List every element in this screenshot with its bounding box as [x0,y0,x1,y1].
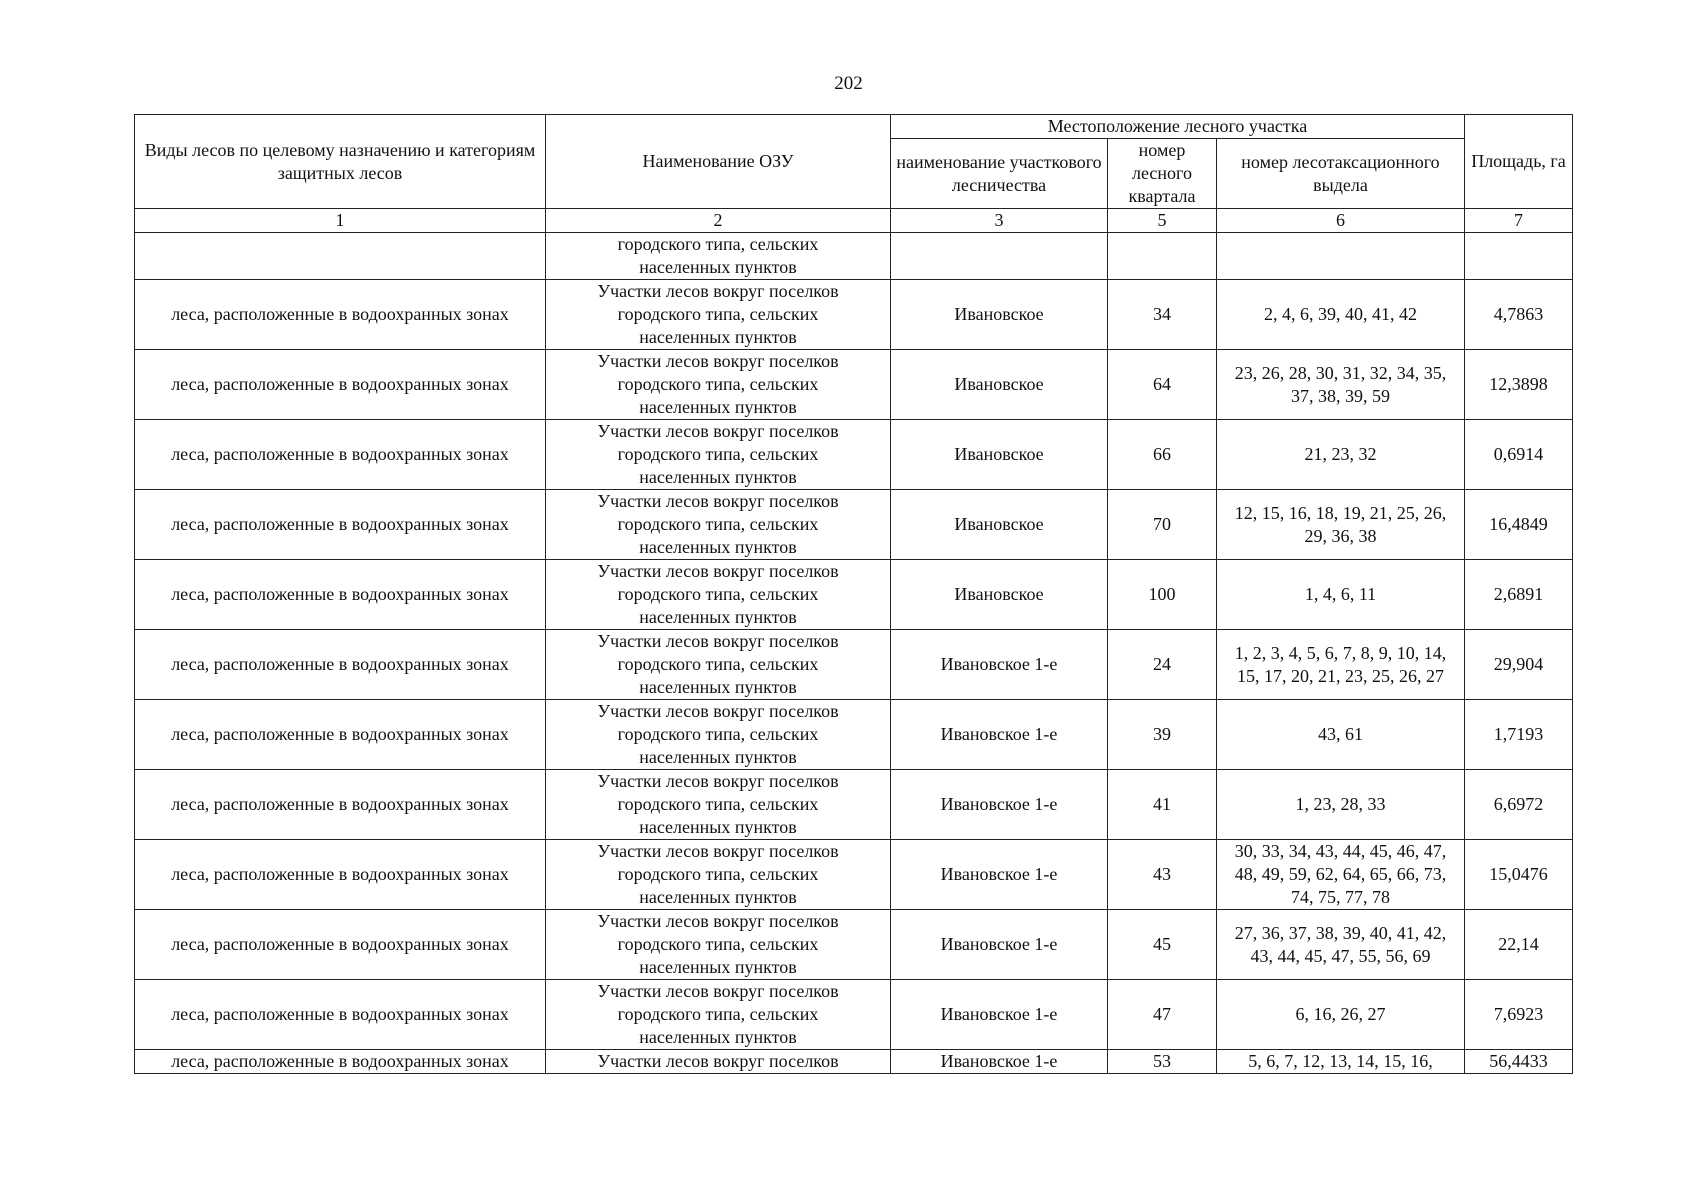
header-location-group: Местоположение лесного участка [891,115,1465,139]
cell-allotments: 1, 23, 28, 33 [1217,770,1465,840]
table-row [135,630,1573,700]
cell-ozu: Участки лесов вокруг поселков городского типа, сельских населенных пунктов [546,840,891,910]
cell-district: Ивановское 1-е [891,840,1108,910]
header-forest-types: Виды лесов по целевому назначению и категориям защитных лесов [135,115,546,209]
cell-allotments: 2, 4, 6, 39, 40, 41, 42 [1217,280,1465,350]
cell-quarter: 66 [1108,420,1217,490]
cell-ozu: Участки лесов вокруг поселков городского типа, сельских населенных пунктов [546,700,891,770]
cell-forest-type: леса, расположенные в водоохранных зонах [135,630,546,700]
cell-ozu: Участки лесов вокруг поселков городского типа, сельских населенных пунктов [546,630,891,700]
cell-allotments: 1, 2, 3, 4, 5, 6, 7, 8, 9, 10, 14, 15, 17, 20, 21, 23, 25, 26, 27 [1217,630,1465,700]
cell-forest-type [135,233,546,280]
column-number: 6 [1217,209,1465,233]
cell-district: Ивановское [891,280,1108,350]
cell-district: Ивановское [891,350,1108,420]
table-row [135,840,1573,910]
cell-allotments [1217,233,1465,280]
cell-ozu: Участки лесов вокруг поселков городского типа, сельских населенных пунктов [546,980,891,1050]
table-row [135,490,1573,560]
cell-quarter: 34 [1108,280,1217,350]
cell-quarter: 100 [1108,560,1217,630]
forest-allotments-table [134,114,1573,1074]
cell-quarter: 45 [1108,910,1217,980]
cell-quarter: 64 [1108,350,1217,420]
cell-ozu: Участки лесов вокруг поселков городского типа, сельских населенных пунктов [546,770,891,840]
cell-quarter [1108,233,1217,280]
cell-district: Ивановское 1-е [891,980,1108,1050]
cell-area: 16,4849 [1465,490,1573,560]
column-number-row [135,209,1573,233]
header-row-top [135,115,1573,139]
page-number: 202 [834,73,863,94]
column-number: 3 [891,209,1108,233]
cell-allotments: 5, 6, 7, 12, 13, 14, 15, 16, [1217,1050,1465,1074]
cell-area: 0,6914 [1465,420,1573,490]
table-row [135,980,1573,1050]
cell-forest-type: леса, расположенные в водоохранных зонах [135,560,546,630]
cell-area: 12,3898 [1465,350,1573,420]
table-row [135,560,1573,630]
column-number: 5 [1108,209,1217,233]
cell-forest-type: леса, расположенные в водоохранных зонах [135,490,546,560]
cell-district: Ивановское 1-е [891,1050,1108,1074]
column-number: 2 [546,209,891,233]
table-row [135,770,1573,840]
cell-district: Ивановское 1-е [891,630,1108,700]
cell-allotments: 30, 33, 34, 43, 44, 45, 46, 47, 48, 49, 59, 62, 64, 65, 66, 73, 74, 75, 77, 78 [1217,840,1465,910]
header-quarter-number: номер лесного квартала [1108,139,1217,209]
cell-ozu: Участки лесов вокруг поселков [546,1050,891,1074]
cell-forest-type: леса, расположенные в водоохранных зонах [135,420,546,490]
table-row [135,910,1573,980]
cell-forest-type: леса, расположенные в водоохранных зонах [135,700,546,770]
cell-allotments: 1, 4, 6, 11 [1217,560,1465,630]
cell-allotments: 23, 26, 28, 30, 31, 32, 34, 35, 37, 38, 39, 59 [1217,350,1465,420]
cell-forest-type: леса, расположенные в водоохранных зонах [135,1050,546,1074]
cell-area: 4,7863 [1465,280,1573,350]
cell-ozu: Участки лесов вокруг поселков городского типа, сельских населенных пунктов [546,280,891,350]
table-row-partial [135,1050,1573,1074]
header-allotment-number: номер лесотаксационного выдела [1217,139,1465,209]
cell-quarter: 47 [1108,980,1217,1050]
cell-forest-type: леса, расположенные в водоохранных зонах [135,980,546,1050]
cell-area [1465,233,1573,280]
header-area: Площадь, га [1465,115,1573,209]
cell-ozu: Участки лесов вокруг поселков городского типа, сельских населенных пунктов [546,910,891,980]
cell-area: 2,6891 [1465,560,1573,630]
cell-area: 56,4433 [1465,1050,1573,1074]
header-ozu-name: Наименование ОЗУ [546,115,891,209]
cell-area: 7,6923 [1465,980,1573,1050]
cell-area: 22,14 [1465,910,1573,980]
cell-ozu: Участки лесов вокруг поселков городского типа, сельских населенных пунктов [546,560,891,630]
cell-district: Ивановское 1-е [891,910,1108,980]
cell-quarter: 24 [1108,630,1217,700]
cell-district: Ивановское [891,490,1108,560]
cell-area: 15,0476 [1465,840,1573,910]
table-row [135,350,1573,420]
cell-area: 29,904 [1465,630,1573,700]
cell-quarter: 53 [1108,1050,1217,1074]
cell-ozu: Участки лесов вокруг поселков городского типа, сельских населенных пунктов [546,420,891,490]
cell-forest-type: леса, расположенные в водоохранных зонах [135,910,546,980]
cell-forest-type: леса, расположенные в водоохранных зонах [135,350,546,420]
cell-area: 6,6972 [1465,770,1573,840]
cell-forest-type: леса, расположенные в водоохранных зонах [135,280,546,350]
continuation-row [135,233,1573,280]
column-number: 7 [1465,209,1573,233]
cell-ozu: городского типа, сельских населенных пунктов [546,233,891,280]
cell-ozu: Участки лесов вокруг поселков городского типа, сельских населенных пунктов [546,490,891,560]
cell-allotments: 27, 36, 37, 38, 39, 40, 41, 42, 43, 44, 45, 47, 55, 56, 69 [1217,910,1465,980]
table-row [135,420,1573,490]
cell-quarter: 70 [1108,490,1217,560]
cell-district: Ивановское 1-е [891,770,1108,840]
cell-area: 1,7193 [1465,700,1573,770]
cell-quarter: 43 [1108,840,1217,910]
header-district-forestry: наименование участкового лесничества [891,139,1108,209]
cell-allotments: 43, 61 [1217,700,1465,770]
column-number: 1 [135,209,546,233]
cell-district: Ивановское [891,420,1108,490]
cell-quarter: 41 [1108,770,1217,840]
cell-allotments: 6, 16, 26, 27 [1217,980,1465,1050]
table-body [135,209,1573,1074]
table-row [135,280,1573,350]
cell-quarter: 39 [1108,700,1217,770]
cell-district: Ивановское 1-е [891,700,1108,770]
cell-forest-type: леса, расположенные в водоохранных зонах [135,840,546,910]
cell-allotments: 12, 15, 16, 18, 19, 21, 25, 26, 29, 36, 38 [1217,490,1465,560]
table-row [135,700,1573,770]
cell-allotments: 21, 23, 32 [1217,420,1465,490]
cell-district [891,233,1108,280]
cell-forest-type: леса, расположенные в водоохранных зонах [135,770,546,840]
cell-district: Ивановское [891,560,1108,630]
cell-ozu: Участки лесов вокруг поселков городского типа, сельских населенных пунктов [546,350,891,420]
